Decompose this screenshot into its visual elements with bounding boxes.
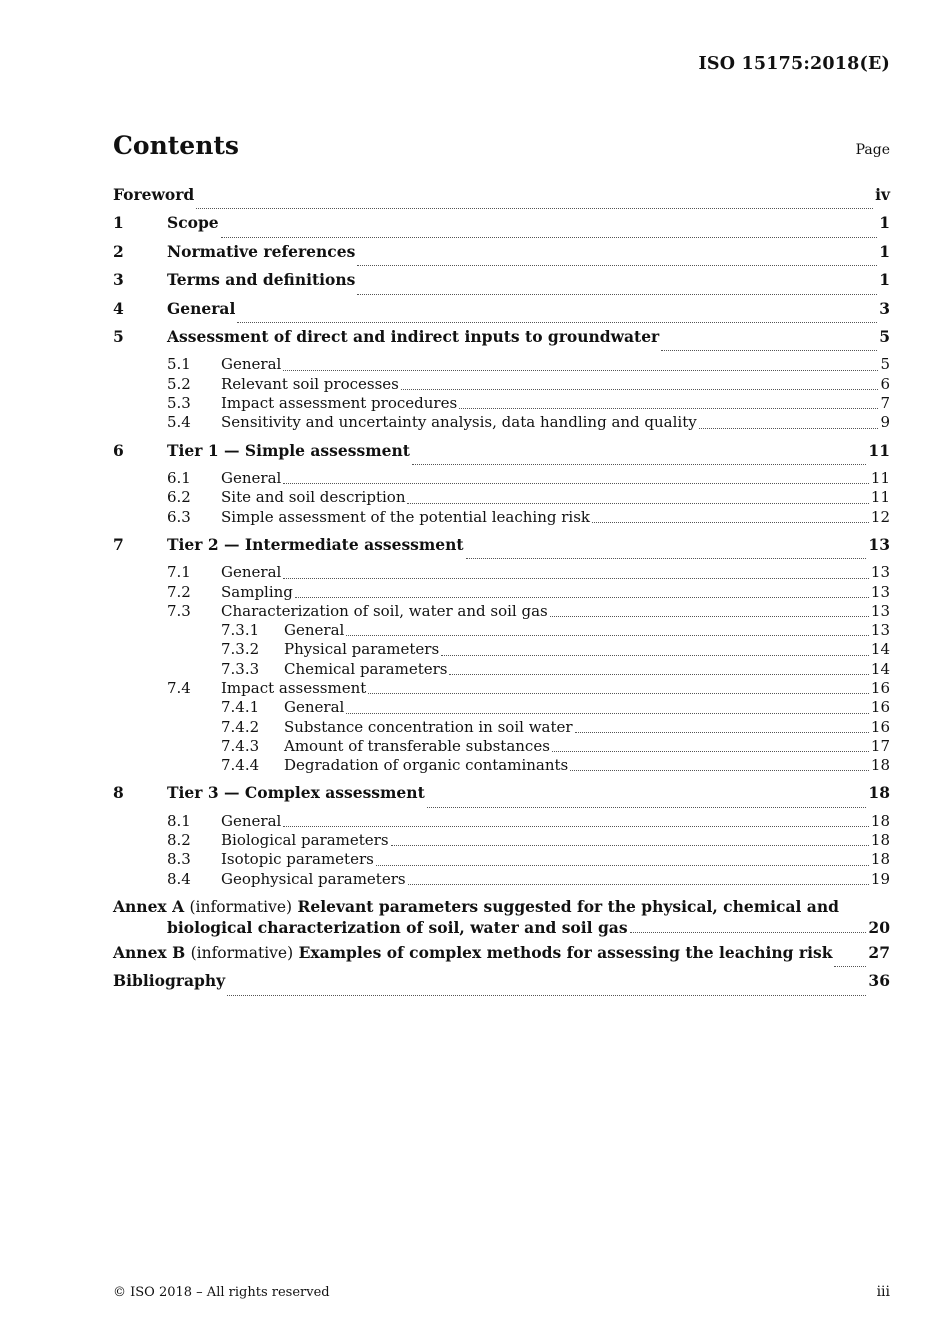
toc-entry-number: 8 (113, 783, 124, 803)
dot-leader (699, 428, 879, 429)
toc-entry-number: 5.1 (167, 355, 191, 374)
toc-entry-number: 8.4 (167, 869, 191, 888)
toc-entry-page: 18 (868, 783, 890, 803)
toc-entry-clause-7-2[interactable] (113, 583, 890, 602)
dot-leader (346, 635, 869, 636)
dot-leader (283, 483, 869, 484)
footer-page-number: iii (876, 1284, 890, 1300)
toc-entry-title: Substance concentration in soil water (284, 717, 573, 736)
dot-leader (408, 884, 869, 885)
toc-entry-page: 17 (870, 736, 890, 755)
toc-entry-page: 1 (879, 241, 890, 261)
toc-entry-title: Simple assessment of the potential leaching risk (221, 507, 590, 526)
toc-entry-number: 1 (113, 213, 124, 233)
toc-entry-title: Geophysical parameters (221, 869, 406, 888)
toc-entry-page: 13 (870, 563, 890, 582)
toc-entry-clause-8-4[interactable] (113, 870, 890, 889)
toc-entry-page: 9 (880, 413, 890, 432)
toc-entry-title: Tier 1 — Simple assessment (167, 440, 410, 460)
annex-label: Annex A (113, 897, 185, 917)
toc-entry-title: Assessment of direct and indirect inputs to groundwater (167, 326, 660, 346)
toc-page-column-label: Page (855, 142, 890, 158)
dot-leader (237, 322, 877, 323)
annex-title-line1: Relevant parameters suggested for the physical, chemical and (297, 897, 839, 917)
annex-title-line2: biological characterization of soil, water and soil gas (167, 917, 628, 937)
toc-entry-page: 5 (879, 326, 890, 346)
toc-entry-clause-7-3-1[interactable] (113, 621, 890, 640)
toc-entry-clause-5[interactable] (113, 327, 890, 355)
annex-label: Annex B (113, 943, 186, 963)
toc-entry-number: 6.2 (167, 488, 191, 507)
dot-leader (630, 932, 867, 933)
dot-leader (552, 751, 869, 752)
toc-entry-title: General (221, 355, 282, 374)
toc-entry-title: General (284, 621, 345, 640)
dot-leader (376, 865, 869, 866)
toc-entry-number: 7.1 (167, 563, 191, 582)
toc-entry-clause-5-2[interactable] (113, 375, 890, 394)
toc-entry-page: 13 (870, 601, 890, 620)
toc-clause-list (113, 213, 890, 889)
toc-entry-number: 8.2 (167, 831, 191, 850)
toc-entry-clause-8[interactable] (113, 783, 890, 811)
toc-entry-page: 5 (880, 355, 890, 374)
toc-entry-page: 27 (868, 943, 890, 963)
dot-leader (550, 616, 869, 617)
toc-entry-clause-5-1[interactable] (113, 355, 890, 374)
toc-entry-clause-7-3-2[interactable] (113, 640, 890, 659)
toc-entry-title: General (221, 811, 282, 830)
toc-entry-number: 5 (113, 326, 124, 346)
dot-leader (283, 826, 869, 827)
dot-leader (834, 966, 866, 967)
toc-entry-clause-7-3[interactable] (113, 602, 890, 621)
toc-entry-page: 16 (870, 717, 890, 736)
toc-entry-title: General (167, 298, 236, 318)
toc-entry-clause-8-1[interactable] (113, 812, 890, 831)
dot-leader (221, 237, 878, 238)
toc-entry-clause-1[interactable] (113, 213, 890, 241)
toc-entry-clause-6-3[interactable] (113, 508, 890, 527)
toc-entry-number: 7.4 (167, 678, 191, 697)
toc-entry-page: 18 (870, 756, 890, 775)
toc-entry-number: 7.3.3 (221, 659, 260, 678)
toc-entry-title: Bibliography (113, 971, 226, 991)
toc-entry-page: 6 (880, 374, 890, 393)
toc-entry-page: iv (875, 185, 890, 204)
dot-leader (283, 370, 878, 371)
toc-entry-number: 7.2 (167, 582, 191, 601)
toc-entry-title: Isotopic parameters (221, 850, 374, 869)
toc-entry-number: 7 (113, 534, 124, 554)
toc-entry-number: 6 (113, 440, 124, 460)
toc-entry-clause-7-4-3[interactable] (113, 737, 890, 756)
toc-entry-title: Impact assessment procedures (221, 393, 458, 412)
dot-leader (570, 770, 869, 771)
toc-entry-page: 14 (870, 659, 890, 678)
dot-leader (368, 693, 869, 694)
toc-entry-number: 7.4.2 (221, 717, 260, 736)
toc-entry-title: Foreword (113, 185, 195, 204)
toc-entry-clause-7-4-2[interactable] (113, 718, 890, 737)
toc-entry-page: 14 (870, 640, 890, 659)
toc-entry-number: 7.3.2 (221, 640, 260, 659)
dot-leader (196, 208, 873, 209)
toc-entry-title: General (284, 698, 345, 717)
toc-entry-clause-7-1[interactable] (113, 563, 890, 582)
document-identifier: ISO 15175:2018(E) (698, 54, 890, 74)
dot-leader (357, 265, 877, 266)
toc-entry-page: 12 (870, 507, 890, 526)
toc-entry-clause-3[interactable] (113, 270, 890, 298)
toc-entry-title: Scope (167, 213, 219, 233)
annex-title: Examples of complex methods for assessing the leaching risk (298, 943, 833, 963)
dot-leader (592, 522, 869, 523)
toc-entry-page: 11 (870, 468, 890, 487)
dot-leader (283, 578, 869, 579)
toc-entry-number: 7.4.4 (221, 756, 260, 775)
toc-entry-title: Normative references (167, 241, 356, 261)
toc-entry-page: 7 (880, 393, 890, 412)
toc-title: Contents (113, 131, 240, 160)
toc-entry-title: Chemical parameters (284, 659, 448, 678)
toc-entry-foreword[interactable] (113, 185, 890, 213)
toc-entry-annex-a[interactable] (113, 897, 890, 937)
toc-entry-page: 16 (870, 698, 890, 717)
toc-entry-title: Site and soil description (221, 488, 406, 507)
toc-entry-page: 18 (870, 850, 890, 869)
toc-entry-number: 5.3 (167, 393, 191, 412)
dot-leader (412, 464, 867, 465)
dot-leader (357, 294, 877, 295)
toc-entry-number: 5.2 (167, 374, 191, 393)
toc-entry-number: 7.3 (167, 601, 191, 620)
toc-entry-title: Biological parameters (221, 831, 389, 850)
toc-entry-clause-6[interactable] (113, 441, 890, 469)
toc-entry-page: 11 (868, 440, 890, 460)
toc-entry-title: Tier 2 — Intermediate assessment (167, 534, 464, 554)
toc-entry-clause-6-1[interactable] (113, 469, 890, 488)
toc-entry-number: 7.4.3 (221, 736, 260, 755)
toc-entry-page: 18 (870, 811, 890, 830)
toc-entry-annex-b[interactable] (113, 943, 890, 971)
dot-leader (441, 655, 869, 656)
toc-entry-clause-8-3[interactable] (113, 850, 890, 869)
toc-entry-number: 7.3.1 (221, 621, 260, 640)
toc-entry-bibliography[interactable] (113, 971, 890, 999)
toc-entry-page: 20 (868, 917, 890, 937)
toc-entry-clause-5-4[interactable] (113, 413, 890, 432)
toc-entry-clause-7[interactable] (113, 535, 890, 563)
toc-entry-clause-7-4-1[interactable] (113, 698, 890, 717)
toc-entry-page: 19 (870, 869, 890, 888)
toc-entry-title: General (221, 563, 282, 582)
toc-entry-title: Degradation of organic contaminants (284, 756, 569, 775)
toc-entry-page: 16 (870, 678, 890, 697)
toc-entry-clause-4[interactable] (113, 299, 890, 327)
annex-type: (informative) (189, 898, 293, 917)
toc-entry-title: Characterization of soil, water and soil gas (221, 601, 548, 620)
dot-leader (459, 408, 878, 409)
toc-entry-clause-5-3[interactable] (113, 394, 890, 413)
toc-entry-clause-7-3-3[interactable] (113, 660, 890, 679)
dot-leader (295, 597, 869, 598)
dot-leader (449, 674, 868, 675)
dot-leader (661, 350, 877, 351)
dot-leader (391, 845, 869, 846)
dot-leader (227, 995, 866, 996)
table-of-contents (113, 185, 890, 1000)
footer-copyright: © ISO 2018 – All rights reserved (113, 1285, 330, 1300)
toc-entry-page: 13 (870, 582, 890, 601)
toc-entry-title: Sampling (221, 582, 293, 601)
toc-entry-number: 2 (113, 241, 124, 261)
dot-leader (466, 558, 867, 559)
toc-entry-title: General (221, 468, 282, 487)
toc-entry-clause-6-2[interactable] (113, 488, 890, 507)
toc-entry-clause-2[interactable] (113, 242, 890, 270)
toc-entry-clause-8-2[interactable] (113, 831, 890, 850)
dot-leader (575, 732, 869, 733)
toc-entry-title: Physical parameters (284, 640, 440, 659)
toc-entry-title: Terms and definitions (167, 270, 356, 290)
toc-entry-title: Relevant soil processes (221, 374, 399, 393)
toc-entry-number: 6.3 (167, 507, 191, 526)
toc-entry-clause-7-4[interactable] (113, 679, 890, 698)
toc-entry-page: 1 (879, 270, 890, 290)
toc-entry-title: Amount of transferable substances (284, 736, 550, 755)
dot-leader (407, 503, 868, 504)
toc-entry-number: 7.4.1 (221, 698, 260, 717)
toc-entry-number: 6.1 (167, 468, 191, 487)
toc-entry-page: 13 (868, 534, 890, 554)
toc-entry-clause-7-4-4[interactable] (113, 756, 890, 775)
toc-entry-page: 1 (879, 213, 890, 233)
toc-entry-page: 13 (870, 621, 890, 640)
toc-entry-page: 3 (879, 298, 890, 318)
toc-entry-number: 4 (113, 298, 124, 318)
toc-entry-page: 18 (870, 831, 890, 850)
toc-entry-number: 3 (113, 270, 124, 290)
toc-entry-page: 36 (868, 971, 890, 991)
toc-entry-page: 11 (870, 488, 890, 507)
toc-entry-number: 8.1 (167, 811, 191, 830)
toc-entry-number: 5.4 (167, 413, 191, 432)
toc-entry-title: Tier 3 — Complex assessment (167, 783, 425, 803)
annex-type: (informative) (190, 944, 294, 963)
toc-entry-title: Sensitivity and uncertainty analysis, data handling and quality (221, 413, 697, 432)
dot-leader (401, 389, 879, 390)
toc-entry-number: 8.3 (167, 850, 191, 869)
toc-entry-title: Impact assessment (221, 678, 367, 697)
dot-leader (427, 807, 867, 808)
dot-leader (346, 713, 869, 714)
